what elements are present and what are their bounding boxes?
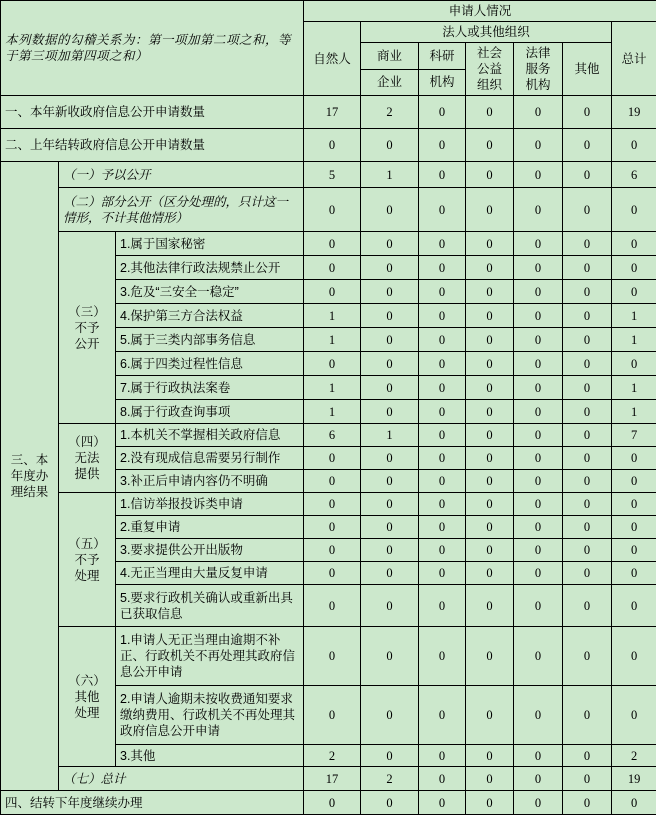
cell-value: 0 — [361, 129, 419, 162]
cell-value: 0 — [514, 304, 563, 328]
header-public-welfare-line3: 组织 — [470, 77, 509, 93]
cell-value: 0 — [514, 539, 563, 562]
cell-value: 0 — [612, 516, 656, 539]
cell-value: 0 — [612, 539, 656, 562]
header-public-welfare-line2: 公益 — [470, 61, 509, 77]
cell-value: 0 — [466, 188, 514, 232]
cell-value: 2 — [361, 767, 419, 791]
cell-value: 0 — [563, 188, 612, 232]
cell-value: 0 — [466, 304, 514, 328]
group-label-line1: （六） — [63, 673, 111, 689]
cell-value: 0 — [612, 352, 656, 376]
group-label-line2: 无法 — [63, 450, 111, 466]
cell-value: 0 — [514, 352, 563, 376]
cell-value: 0 — [612, 129, 656, 162]
cell-value: 0 — [466, 585, 514, 627]
cell-value: 0 — [514, 129, 563, 162]
cell-value: 0 — [361, 585, 419, 627]
table-row — [1, 188, 656, 232]
cell-value: 0 — [563, 162, 612, 188]
cell-value: 0 — [563, 585, 612, 627]
cell-value: 0 — [514, 447, 563, 470]
cell-value: 0 — [612, 686, 656, 745]
cell-value: 0 — [466, 96, 514, 129]
cell-value: 0 — [514, 470, 563, 493]
cell-value: 0 — [419, 585, 466, 627]
cell-value: 0 — [563, 745, 612, 767]
cell-value: 0 — [419, 470, 466, 493]
cell-value: 0 — [466, 493, 514, 516]
cell-value: 0 — [419, 304, 466, 328]
cell-value: 0 — [563, 352, 612, 376]
cell-value: 0 — [563, 767, 612, 791]
cell-value: 0 — [304, 516, 361, 539]
cell-value: 0 — [514, 791, 563, 815]
cell-value: 1 — [612, 400, 656, 424]
cell-value: 0 — [361, 188, 419, 232]
cell-value: 0 — [361, 376, 419, 400]
table-row — [1, 493, 656, 516]
cell-value: 1 — [304, 304, 361, 328]
row-label-enforcement-files: 7.属于行政执法案卷 — [116, 376, 304, 400]
cell-value: 0 — [466, 767, 514, 791]
cell-value: 0 — [563, 129, 612, 162]
header-natural-person: 自然人 — [304, 22, 361, 96]
cell-value: 0 — [563, 280, 612, 304]
cell-value: 0 — [304, 791, 361, 815]
cell-value: 0 — [563, 539, 612, 562]
table-row — [1, 791, 656, 815]
cell-value: 0 — [304, 585, 361, 627]
cell-value: 0 — [466, 745, 514, 767]
row-label-not-in-possession: 1.本机关不掌握相关政府信息 — [116, 424, 304, 447]
cell-value: 0 — [419, 562, 466, 585]
cell-value: 0 — [563, 96, 612, 129]
row-label-disclose: （一）予以公开 — [59, 162, 304, 188]
table-row — [1, 767, 656, 791]
cell-value: 0 — [514, 400, 563, 424]
cell-value: 1 — [304, 400, 361, 424]
cell-value: 0 — [466, 516, 514, 539]
cell-value: 0 — [563, 304, 612, 328]
cell-value: 0 — [361, 400, 419, 424]
cell-value: 19 — [612, 767, 656, 791]
row-label-state-secret: 1.属于国家秘密 — [116, 232, 304, 256]
cell-value: 0 — [361, 516, 419, 539]
cell-value: 0 — [612, 791, 656, 815]
cell-value: 0 — [612, 256, 656, 280]
cell-value: 0 — [563, 516, 612, 539]
cell-value: 0 — [466, 539, 514, 562]
table-row — [1, 627, 656, 686]
group-label-other-handling — [59, 627, 116, 767]
cell-value: 19 — [612, 96, 656, 129]
row-label-reconfirm-already-obtained: 5.要求行政机关确认或重新出具已获取信息 — [116, 585, 304, 627]
cell-value: 0 — [361, 352, 419, 376]
row-label-needs-creation: 2.没有现成信息需要另行制作 — [116, 447, 304, 470]
cell-value: 0 — [419, 745, 466, 767]
cell-value: 0 — [563, 493, 612, 516]
cell-value: 0 — [612, 493, 656, 516]
header-legal-service-line1: 法律 — [518, 45, 558, 61]
cell-value: 0 — [361, 447, 419, 470]
header-public-welfare-org — [466, 43, 514, 96]
cell-value: 1 — [612, 304, 656, 328]
cell-value: 0 — [361, 304, 419, 328]
cell-value: 0 — [419, 188, 466, 232]
cell-value: 0 — [466, 447, 514, 470]
cell-value: 0 — [563, 328, 612, 352]
cell-value: 0 — [514, 256, 563, 280]
cell-value: 0 — [419, 129, 466, 162]
cell-value: 0 — [563, 562, 612, 585]
cell-value: 0 — [361, 791, 419, 815]
row-label-overdue-no-payment: 2.申请人逾期未按收费通知要求缴纳费用、行政机关不再处理其政府信息公开申请 — [116, 686, 304, 745]
cell-value: 0 — [563, 627, 612, 686]
cell-value: 17 — [304, 767, 361, 791]
cell-value: 6 — [612, 162, 656, 188]
cell-value: 2 — [304, 745, 361, 767]
cell-value: 0 — [304, 470, 361, 493]
cell-value: 0 — [466, 562, 514, 585]
cell-value: 0 — [419, 96, 466, 129]
header-commercial-line2: 企业 — [361, 69, 419, 96]
cell-value: 0 — [514, 745, 563, 767]
cell-value: 0 — [419, 352, 466, 376]
group-label-unable-to-provide — [59, 424, 116, 493]
cell-value: 0 — [514, 424, 563, 447]
cell-value: 0 — [304, 232, 361, 256]
cell-value: 6 — [304, 424, 361, 447]
row-label-carryover-from-last-year: 二、上年结转政府信息公开申请数量 — [1, 129, 304, 162]
group-label-not-processed — [59, 493, 116, 627]
cell-value: 0 — [612, 470, 656, 493]
cell-value: 0 — [466, 232, 514, 256]
cell-value: 0 — [361, 539, 419, 562]
cell-value: 0 — [419, 424, 466, 447]
table-row — [1, 162, 656, 188]
cell-value: 0 — [419, 791, 466, 815]
cell-value: 0 — [514, 686, 563, 745]
cell-value: 0 — [419, 162, 466, 188]
cell-value: 0 — [361, 686, 419, 745]
section-label-annual-handling-results — [1, 162, 59, 791]
cell-value: 0 — [361, 493, 419, 516]
cell-value: 0 — [466, 470, 514, 493]
cell-value: 0 — [466, 162, 514, 188]
header-public-welfare-line1: 社会 — [470, 45, 509, 61]
table-row — [1, 232, 656, 256]
cell-value: 0 — [304, 352, 361, 376]
cell-value: 0 — [514, 162, 563, 188]
cell-value: 1 — [361, 162, 419, 188]
cell-value: 17 — [304, 96, 361, 129]
cell-value: 1 — [304, 376, 361, 400]
cell-value: 1 — [612, 328, 656, 352]
cell-value: 0 — [304, 539, 361, 562]
cell-value: 0 — [304, 280, 361, 304]
cell-value: 0 — [514, 376, 563, 400]
row-label-process-info: 6.属于四类过程性信息 — [116, 352, 304, 376]
cell-value: 0 — [304, 562, 361, 585]
row-label-repeated-no-reason: 4.无正当理由大量反复申请 — [116, 562, 304, 585]
cell-value: 0 — [304, 627, 361, 686]
table-row — [1, 96, 656, 129]
group-label-line3: 处理 — [63, 568, 111, 584]
table-note-cell: 本列数据的勾稽关系为：第一项加第二项之和，等于第三项加第四项之和） — [1, 1, 304, 96]
cell-value: 0 — [612, 627, 656, 686]
cell-value: 0 — [304, 188, 361, 232]
header-research-line2: 机构 — [419, 69, 466, 96]
cell-value: 0 — [514, 493, 563, 516]
row-label-still-unclear: 3.补正后申请内容仍不明确 — [116, 470, 304, 493]
cell-value: 1 — [304, 328, 361, 352]
cell-value: 0 — [563, 424, 612, 447]
header-other-org: 其他 — [563, 43, 612, 96]
row-label-other: 3.其他 — [116, 745, 304, 767]
cell-value: 7 — [612, 424, 656, 447]
cell-value: 0 — [466, 400, 514, 424]
cell-value: 0 — [466, 256, 514, 280]
row-label-internal-affairs: 5.属于三类内部事务信息 — [116, 328, 304, 352]
cell-value: 0 — [361, 562, 419, 585]
cell-value: 0 — [466, 376, 514, 400]
cell-value: 0 — [361, 627, 419, 686]
cell-value: 0 — [563, 256, 612, 280]
cell-value: 2 — [612, 745, 656, 767]
section-label-line2: 年度办 — [5, 468, 54, 484]
cell-value: 0 — [361, 256, 419, 280]
header-legal-service-line2: 服务 — [518, 61, 558, 77]
cell-value: 0 — [514, 585, 563, 627]
cell-value: 0 — [304, 129, 361, 162]
cell-value: 0 — [563, 376, 612, 400]
cell-value: 0 — [304, 686, 361, 745]
cell-value: 0 — [419, 376, 466, 400]
cell-value: 0 — [466, 627, 514, 686]
cell-value: 0 — [361, 745, 419, 767]
cell-value: 0 — [563, 686, 612, 745]
row-label-petition-complaint: 1.信访举报投诉类申请 — [116, 493, 304, 516]
header-total: 总计 — [612, 22, 656, 96]
cell-value: 0 — [514, 562, 563, 585]
group-label-line2: 其他 — [63, 689, 111, 705]
cell-value: 0 — [419, 232, 466, 256]
group-label-line3: 提供 — [63, 466, 111, 482]
section-label-line1: 三、本 — [5, 452, 54, 468]
cell-value: 0 — [419, 767, 466, 791]
row-label-endanger-security: 3.危及“三安全一稳定” — [116, 280, 304, 304]
group-label-line2: 不予 — [63, 552, 111, 568]
cell-value: 0 — [563, 400, 612, 424]
cell-value: 0 — [514, 328, 563, 352]
cell-value: 0 — [419, 493, 466, 516]
cell-value: 0 — [563, 470, 612, 493]
cell-value: 0 — [419, 256, 466, 280]
header-applicant-group: 申请人情况 — [304, 1, 656, 22]
cell-value: 0 — [466, 129, 514, 162]
row-label-published-material: 3.要求提供公开出版物 — [116, 539, 304, 562]
row-label-admin-inquiry: 8.属于行政查询事项 — [116, 400, 304, 424]
cell-value: 0 — [514, 96, 563, 129]
cell-value: 0 — [466, 424, 514, 447]
cell-value: 0 — [466, 686, 514, 745]
cell-value: 0 — [514, 280, 563, 304]
cell-value: 0 — [361, 232, 419, 256]
header-legal-service-org — [514, 43, 563, 96]
section-label-line3: 理结果 — [5, 484, 54, 500]
cell-value: 0 — [563, 447, 612, 470]
cell-value: 0 — [514, 516, 563, 539]
row-label-duplicate-application: 2.重复申请 — [116, 516, 304, 539]
header-row-1 — [1, 1, 656, 22]
cell-value: 0 — [612, 280, 656, 304]
cell-value: 0 — [466, 328, 514, 352]
cell-value: 1 — [612, 376, 656, 400]
row-label-overdue-no-correction: 1.申请人无正当理由逾期不补正、行政机关不再处理其政府信息公开申请 — [116, 627, 304, 686]
row-label-law-prohibits: 2.其他法律行政法规禁止公开 — [116, 256, 304, 280]
group-label-line3: 处理 — [63, 705, 111, 721]
cell-value: 0 — [612, 188, 656, 232]
cell-value: 0 — [612, 562, 656, 585]
cell-value: 0 — [361, 470, 419, 493]
group-label-not-disclosed — [59, 232, 116, 424]
cell-value: 0 — [514, 627, 563, 686]
group-label-line1: （三） — [63, 304, 111, 320]
header-research-line1: 科研 — [419, 43, 466, 70]
header-legal-or-other-org: 法人或其他组织 — [361, 22, 612, 43]
cell-value: 0 — [466, 352, 514, 376]
table-row — [1, 424, 656, 447]
header-commercial-line1: 商业 — [361, 43, 419, 70]
row-label-partial-disclose: （二）部分公开（区分处理的，只计这一情形，不计其他情形） — [59, 188, 304, 232]
cell-value: 2 — [361, 96, 419, 129]
cell-value: 0 — [419, 516, 466, 539]
cell-value: 0 — [419, 447, 466, 470]
cell-value: 0 — [304, 447, 361, 470]
cell-value: 0 — [304, 256, 361, 280]
cell-value: 0 — [419, 627, 466, 686]
group-label-line2: 不予 — [63, 320, 111, 336]
cell-value: 0 — [361, 280, 419, 304]
cell-value: 0 — [514, 767, 563, 791]
group-label-line1: （四） — [63, 434, 111, 450]
cell-value: 0 — [466, 280, 514, 304]
row-label-third-party-rights: 4.保护第三方合法权益 — [116, 304, 304, 328]
cell-value: 0 — [361, 328, 419, 352]
row-label-subtotal: （七）总计 — [59, 767, 304, 791]
group-label-line1: （五） — [63, 536, 111, 552]
cell-value: 0 — [612, 585, 656, 627]
cell-value: 0 — [563, 232, 612, 256]
cell-value: 0 — [466, 791, 514, 815]
cell-value: 0 — [612, 447, 656, 470]
cell-value: 5 — [304, 162, 361, 188]
cell-value: 0 — [563, 791, 612, 815]
group-label-line3: 公开 — [63, 336, 111, 352]
cell-value: 0 — [514, 232, 563, 256]
cell-value: 0 — [419, 328, 466, 352]
cell-value: 1 — [361, 424, 419, 447]
cell-value: 0 — [514, 188, 563, 232]
cell-value: 0 — [419, 539, 466, 562]
row-label-carryover-next-year: 四、结转下年度继续办理 — [1, 791, 304, 815]
cell-value: 0 — [304, 493, 361, 516]
row-label-new-applications: 一、本年新收政府信息公开申请数量 — [1, 96, 304, 129]
header-legal-service-line3: 机构 — [518, 77, 558, 93]
cell-value: 0 — [419, 686, 466, 745]
cell-value: 0 — [612, 232, 656, 256]
cell-value: 0 — [419, 280, 466, 304]
table-row — [1, 129, 656, 162]
cell-value: 0 — [419, 400, 466, 424]
